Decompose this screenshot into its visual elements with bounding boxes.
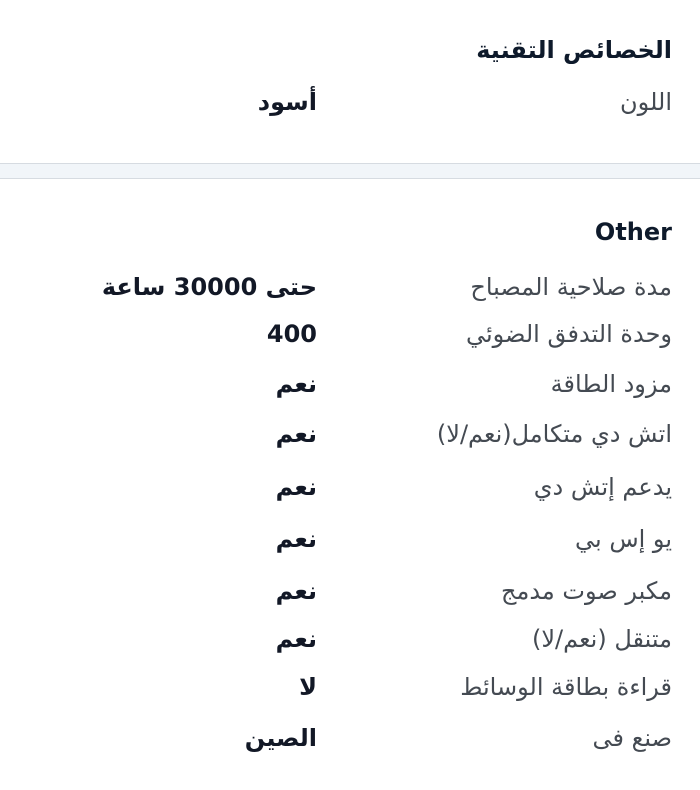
spec-value: الصين: [244, 724, 317, 752]
spec-value: نعم: [275, 420, 317, 448]
spec-row: [0, 625, 700, 665]
spec-value: أسود: [257, 88, 317, 116]
spec-label: يو إس بي: [575, 525, 672, 553]
spec-label: مدة صلاحية المصباح: [470, 273, 672, 301]
spec-value: 400: [266, 320, 317, 348]
spec-label: قراءة بطاقة الوسائط: [460, 673, 672, 701]
spec-value: نعم: [275, 370, 317, 398]
spec-label: يدعم إتش دي: [533, 473, 672, 501]
spec-label: اللون: [620, 88, 672, 116]
spec-label: اتش دي متكامل(نعم/لا): [436, 420, 672, 448]
spec-value: نعم: [275, 525, 317, 553]
spec-row: [0, 370, 700, 410]
spec-label: مزود الطاقة: [550, 370, 672, 398]
spec-label: صنع فى: [592, 724, 672, 752]
section-title-technical: الخصائص التقنية: [476, 36, 672, 64]
spec-row: [0, 473, 700, 513]
section-title-other: Other: [594, 218, 672, 246]
section-divider: [0, 163, 700, 179]
spec-row: [0, 420, 700, 460]
spec-row: [0, 88, 700, 128]
spec-value: حتى 30000 ساعة: [101, 273, 317, 301]
spec-label: وحدة التدفق الضوئي: [465, 320, 672, 348]
spec-value: نعم: [275, 577, 317, 605]
spec-label: مكبر صوت مدمج: [500, 577, 672, 605]
spec-row: [0, 320, 700, 360]
spec-row: [0, 273, 700, 313]
spec-row: [0, 673, 700, 713]
spec-value: نعم: [275, 473, 317, 501]
spec-row: [0, 577, 700, 617]
spec-label: متنقل (نعم/لا): [531, 625, 672, 653]
spec-row: [0, 525, 700, 565]
spec-value: نعم: [275, 625, 317, 653]
spec-value: لا: [299, 673, 317, 701]
spec-row: [0, 724, 700, 764]
